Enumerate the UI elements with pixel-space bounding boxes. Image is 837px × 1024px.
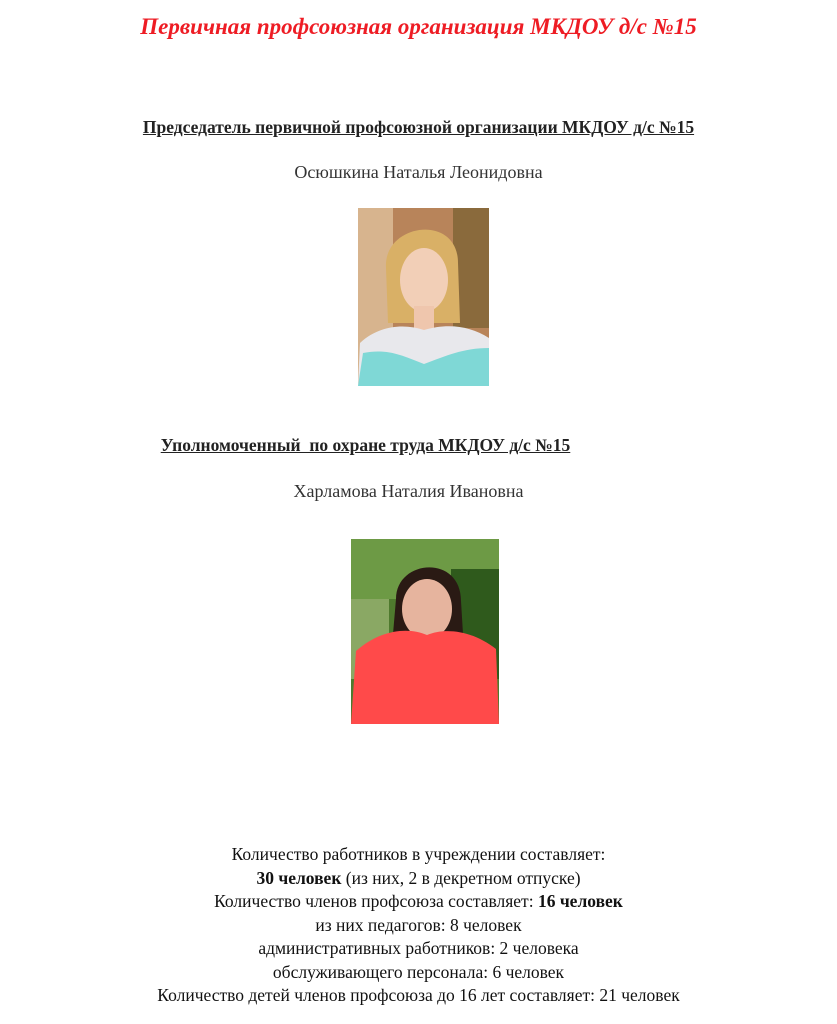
- stats-line-children: Количество детей членов профсоюза до 16 лет составляет: 21 человек: [157, 985, 680, 1005]
- stats-line-admin: административных работников: 2 человека: [258, 938, 579, 958]
- staff-statistics: [0, 843, 837, 1008]
- stats-members-count: 16 человек: [537, 891, 623, 911]
- stats-line-service: обслуживающего персонала: 6 человек: [272, 961, 565, 982]
- chairman-photo: [358, 208, 489, 386]
- safety-name: Харламова Наталия Ивановна: [293, 481, 524, 501]
- stats-line-teachers: из них педагогов: 8 человек: [315, 914, 522, 935]
- stats-members-label: Количество членов профсоюза составляет:: [214, 891, 538, 911]
- safety-photo: [351, 539, 499, 724]
- chairman-name: Осюшкина Наталья Леонидовна: [294, 162, 543, 182]
- org-title: Первичная профсоюзная организация МКДОУ д/с №15: [140, 14, 697, 39]
- stats-line-employees-label: Количество работников в учреждении составляет:: [231, 844, 606, 864]
- stats-line-employees: [0, 867, 837, 891]
- safety-heading: Уполномоченный по охране труда МКДОУ д/с №15: [160, 435, 571, 455]
- stats-employees-note: (из них, 2 в декретном отпуске): [341, 867, 581, 888]
- stats-line-members: [0, 890, 837, 914]
- chairman-heading: Председатель первичной профсоюзной организации МКДОУ д/с №15: [142, 117, 695, 137]
- stats-employees-count: 30 человек: [256, 867, 342, 888]
